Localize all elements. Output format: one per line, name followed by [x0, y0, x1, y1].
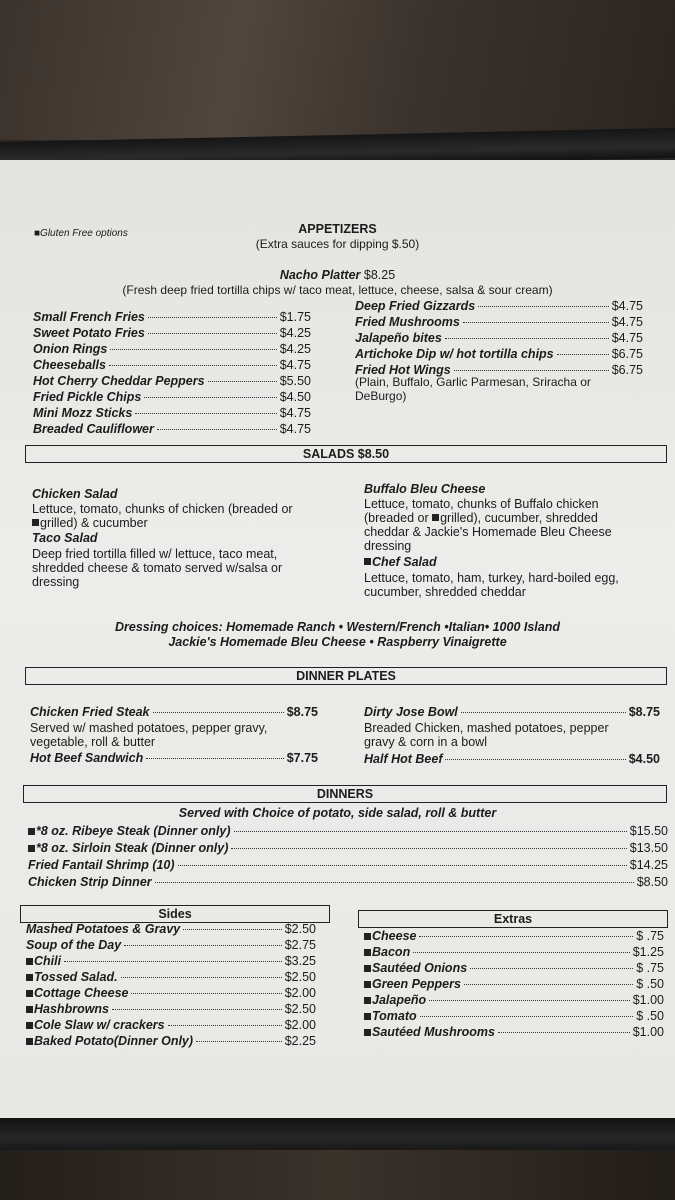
gluten-free-square-icon: [364, 1029, 371, 1036]
item-name: Cheese: [372, 929, 417, 943]
wings-flavors-2: DeBurgo): [355, 389, 407, 403]
gluten-free-square-icon: [26, 958, 33, 965]
item-price: $4.75: [611, 331, 643, 345]
gluten-free-square-icon: [26, 1006, 33, 1013]
item-name: Cottage Cheese: [34, 986, 129, 1000]
menu-item-row: [26, 922, 316, 937]
dot-leader: [196, 1041, 282, 1042]
item-name: Hot Beef Sandwich: [30, 751, 144, 765]
item-price: $2.50: [284, 970, 316, 984]
menu-item-row: [33, 374, 311, 389]
buffalo-salad-title: Buffalo Bleu Cheese: [364, 482, 486, 496]
hot-beef-sandwich-row: [30, 751, 318, 766]
menu-item-row: [33, 342, 311, 357]
dinner-plates-header: [25, 667, 667, 685]
menu-item-row: [33, 358, 311, 373]
item-price: $4.25: [279, 342, 311, 356]
dot-leader: [231, 848, 626, 849]
half-hot-beef-row: [364, 752, 660, 767]
dot-leader: [157, 429, 277, 430]
item-price: $6.75: [611, 363, 643, 377]
gluten-free-square-icon: [32, 519, 39, 526]
gluten-free-square-icon: [364, 933, 371, 940]
chicken-salad-desc: Lettuce, tomato, chunks of chicken (breaded or: [32, 502, 293, 516]
chef-salad-desc: Lettuce, tomato, ham, turkey, hard-boiled egg,: [364, 571, 619, 585]
item-price: $4.75: [279, 358, 311, 372]
item-name: Tomato: [372, 1009, 417, 1023]
taco-salad-desc-2: shredded cheese & tomato served w/salsa or: [32, 561, 283, 575]
menu-item-row: [33, 390, 311, 405]
menu-item-row: [355, 299, 643, 314]
item-price: $4.50: [279, 390, 311, 404]
buffalo-salad-desc-3: cheddar & Jackie's Homemade Bleu Cheese: [364, 525, 612, 539]
dot-leader: [124, 945, 282, 946]
menu-item-row: [364, 1025, 664, 1040]
table-background-bottom: [0, 1150, 675, 1200]
item-name: Dirty Jose Bowl: [364, 705, 458, 719]
menu-item-row: [364, 961, 664, 976]
item-name: Cheeseballs: [33, 358, 106, 372]
item-name: Sautéed Mushrooms: [372, 1025, 495, 1039]
dressing-choices: Dressing choices: Homemade Ranch • Western/French •Italian• 1000 Island: [115, 620, 560, 634]
gluten-free-square-icon: [26, 974, 33, 981]
item-price: $14.25: [629, 858, 668, 872]
item-price: $4.75: [279, 422, 311, 436]
dinner-plates-title: DINNER PLATES: [296, 669, 396, 683]
gluten-free-square-icon: [26, 1038, 33, 1045]
item-name: Chicken Strip Dinner: [28, 875, 152, 889]
taco-salad-title: Taco Salad: [32, 531, 98, 545]
item-name: Hot Cherry Cheddar Peppers: [33, 374, 205, 388]
item-name: Sautéed Onions: [372, 961, 468, 975]
dinners-title: DINNERS: [316, 787, 374, 801]
item-price: $3.25: [284, 954, 316, 968]
dirty-jose-bowl-row: [364, 705, 660, 720]
item-price: $15.50: [629, 824, 668, 838]
item-name: Fried Fantail Shrimp (10): [28, 858, 175, 872]
menu-item-row: [28, 858, 668, 873]
gluten-free-square-icon: [364, 558, 371, 565]
dot-leader: [234, 831, 627, 832]
item-price: $4.50: [628, 752, 660, 766]
item-price: $8.75: [628, 705, 660, 719]
gluten-free-square-icon: [364, 981, 371, 988]
dot-leader: [112, 1009, 282, 1010]
menu-item-row: [33, 406, 311, 421]
item-price: $ .50: [636, 1009, 664, 1023]
cfs-desc-2: vegetable, roll & butter: [30, 735, 156, 749]
item-price: $2.25: [284, 1034, 316, 1048]
dot-leader: [498, 1032, 630, 1033]
item-name: Mashed Potatoes & Gravy: [26, 922, 181, 936]
dot-leader: [420, 1016, 634, 1017]
dot-leader: [109, 365, 277, 366]
chicken-fried-steak-row: [30, 705, 318, 720]
item-name: Bacon: [372, 945, 411, 959]
extras-title: Extras: [493, 912, 533, 926]
dot-leader: [148, 317, 277, 318]
dot-leader: [557, 354, 609, 355]
item-name: Baked Potato(Dinner Only): [34, 1034, 194, 1048]
item-name: Mini Mozz Sticks: [33, 406, 133, 420]
item-name: Soup of the Day: [26, 938, 122, 952]
gluten-free-square-icon: [364, 997, 371, 1004]
menu-item-row: [28, 875, 668, 890]
gluten-free-square-icon: [432, 514, 439, 521]
item-name: Onion Rings: [33, 342, 108, 356]
item-name: Tossed Salad.: [34, 970, 118, 984]
chicken-salad-title: Chicken Salad: [32, 487, 118, 501]
nacho-price: $8.25: [363, 268, 396, 282]
menu-page: [0, 160, 675, 1128]
extras-header: [358, 910, 668, 928]
gluten-free-square-icon: [28, 828, 35, 835]
item-name: Artichoke Dip w/ hot tortilla chips: [355, 347, 554, 361]
chef-salad-desc-2: cucumber, shredded cheddar: [364, 585, 526, 599]
item-name: Fried Mushrooms: [355, 315, 460, 329]
taco-salad-desc: Deep fried tortilla filled w/ lettuce, taco meat,: [32, 547, 278, 561]
menu-item-row: [28, 824, 668, 839]
dot-leader: [464, 984, 633, 985]
menu-item-row: [364, 929, 664, 944]
taco-salad-desc-3: dressing: [32, 575, 80, 589]
item-name: Small French Fries: [33, 310, 145, 324]
sides-title: Sides: [158, 907, 192, 921]
nacho-title: Nacho Platter: [279, 268, 361, 282]
menu-item-row: [364, 945, 664, 960]
dot-leader: [419, 936, 633, 937]
item-price: $7.75: [286, 751, 318, 765]
dot-leader: [135, 413, 276, 414]
item-price: $ .50: [636, 977, 664, 991]
dot-leader: [131, 993, 281, 994]
item-name: Chili: [34, 954, 62, 968]
menu-item-row: [355, 315, 643, 330]
item-name: Deep Fried Gizzards: [355, 299, 476, 313]
item-name: Jalapeño bites: [355, 331, 442, 345]
item-name: Fried Pickle Chips: [33, 390, 142, 404]
gluten-free-note: ■Gluten Free options: [34, 228, 128, 239]
dot-leader: [429, 1000, 630, 1001]
item-name: Hashbrowns: [34, 1002, 110, 1016]
salads-header: [25, 445, 667, 463]
menu-item-row: [26, 986, 316, 1001]
salads-title: SALADS $8.50: [302, 447, 390, 461]
item-name: *8 oz. Ribeye Steak (Dinner only): [36, 824, 231, 838]
item-price: $4.75: [611, 299, 643, 313]
dot-leader: [178, 865, 627, 866]
item-name: Chicken Fried Steak: [30, 705, 150, 719]
dinners-subtitle: Served with Choice of potato, side salad, roll & butter: [178, 806, 497, 820]
dressing-choices-2: Jackie's Homemade Bleu Cheese • Raspberry Vinaigrette: [168, 635, 507, 649]
menu-item-row: [26, 1034, 316, 1049]
dot-leader: [470, 968, 633, 969]
dot-leader: [463, 322, 609, 323]
dot-leader: [478, 306, 609, 307]
buffalo-salad-desc: Lettuce, tomato, chunks of Buffalo chicken: [364, 497, 599, 511]
nacho-description: (Fresh deep fried tortilla chips w/ taco meat, lettuce, cheese, salsa & sour cream): [122, 283, 553, 297]
item-price: $2.50: [284, 922, 316, 936]
menu-item-row: [26, 1002, 316, 1017]
menu-item-row: [364, 993, 664, 1008]
item-price: $5.50: [279, 374, 311, 388]
sides-header: [20, 905, 330, 923]
buffalo-salad-desc-4: dressing: [364, 539, 412, 553]
item-name: Fried Hot Wings: [355, 363, 451, 377]
nacho-platter: [0, 268, 675, 283]
appetizers-title: APPETIZERS: [298, 222, 377, 236]
dot-leader: [144, 397, 276, 398]
item-price: $2.00: [284, 986, 316, 1000]
menu-item-row: [355, 331, 643, 346]
item-name: Half Hot Beef: [364, 752, 443, 766]
gluten-free-square-icon: [28, 845, 35, 852]
item-price: $6.75: [611, 347, 643, 361]
chef-salad-title: Chef Salad: [364, 555, 437, 570]
item-name: Cole Slaw w/ crackers: [34, 1018, 165, 1032]
item-price: $2.75: [284, 938, 316, 952]
item-price: $1.00: [632, 1025, 664, 1039]
menu-item-row: [26, 938, 316, 953]
item-price: $4.75: [611, 315, 643, 329]
item-price: $8.50: [636, 875, 668, 889]
menu-item-row: [364, 977, 664, 992]
gluten-free-square-icon: [364, 949, 371, 956]
menu-item-row: [26, 954, 316, 969]
table-background: [0, 0, 675, 140]
djb-desc-2: gravy & corn in a bowl: [364, 735, 487, 749]
item-name: *8 oz. Sirloin Steak (Dinner only): [36, 841, 229, 855]
item-price: $ .75: [636, 961, 664, 975]
item-name: Green Peppers: [372, 977, 461, 991]
chicken-salad-desc-2: grilled) & cucumber: [32, 516, 148, 530]
dot-leader: [413, 952, 630, 953]
menu-item-row: [33, 326, 311, 341]
djb-desc: Breaded Chicken, mashed potatoes, pepper: [364, 721, 609, 735]
item-price: $ .75: [636, 929, 664, 943]
item-name: Sweet Potato Fries: [33, 326, 145, 340]
item-price: $8.75: [286, 705, 318, 719]
item-price: $1.25: [632, 945, 664, 959]
menu-item-row: [33, 310, 311, 325]
item-name: Jalapeño: [372, 993, 427, 1007]
menu-item-row: [28, 841, 668, 856]
menu-item-row: [355, 347, 643, 362]
item-price: $2.50: [284, 1002, 316, 1016]
menu-item-row: [26, 1018, 316, 1033]
dot-leader: [183, 929, 282, 930]
item-price: $1.75: [279, 310, 311, 324]
gluten-free-square-icon: [364, 965, 371, 972]
dot-leader: [454, 370, 609, 371]
gluten-free-square-icon: [26, 1022, 33, 1029]
dot-leader: [155, 882, 634, 883]
item-price: $4.75: [279, 406, 311, 420]
item-price: $4.25: [279, 326, 311, 340]
dot-leader: [148, 333, 277, 334]
buffalo-salad-desc-2: (breaded or grilled), cucumber, shredded: [364, 511, 598, 525]
dot-leader: [64, 961, 282, 962]
dot-leader: [168, 1025, 282, 1026]
extra-sauces-note: (Extra sauces for dipping $.50): [255, 237, 420, 251]
dot-leader: [121, 977, 282, 978]
item-price: $2.00: [284, 1018, 316, 1032]
item-price: $1.00: [632, 993, 664, 1007]
item-name: Breaded Cauliflower: [33, 422, 154, 436]
item-price: $13.50: [629, 841, 668, 855]
dot-leader: [208, 381, 277, 382]
dinners-header: [23, 785, 667, 803]
dot-leader: [445, 338, 609, 339]
gluten-free-square-icon: [364, 1013, 371, 1020]
cfs-desc: Served w/ mashed potatoes, pepper gravy,: [30, 721, 268, 735]
gluten-free-square-icon: [26, 990, 33, 997]
menu-item-row: [364, 1009, 664, 1024]
dot-leader: [110, 349, 276, 350]
menu-item-row: [33, 422, 311, 437]
wings-flavors: (Plain, Buffalo, Garlic Parmesan, Sriracha or: [355, 375, 591, 389]
menu-item-row: [26, 970, 316, 985]
